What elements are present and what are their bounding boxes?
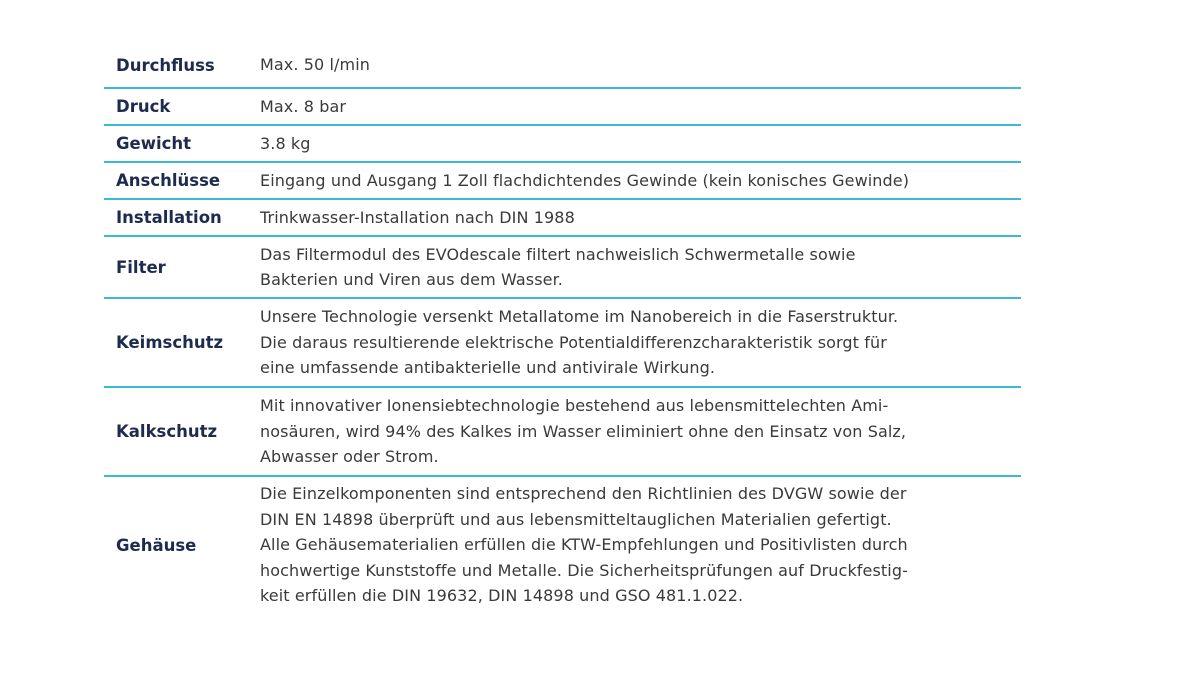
spec-label: Durchfluss — [116, 55, 215, 75]
spec-label: Gewicht — [116, 134, 192, 153]
spec-value-line: 3.8 kg — [260, 133, 311, 153]
spec-label: Anschlüsse — [116, 171, 221, 190]
spec-label: Keimschutz — [116, 333, 224, 352]
spec-value — [260, 242, 1021, 293]
spec-row-druck — [104, 89, 1021, 126]
spec-value-line: hochwertige Kunststoffe und Metalle. Die Sicherheitsprüfungen auf Druckfestig- — [260, 560, 908, 580]
spec-row-kalkschutz — [104, 388, 1021, 477]
spec-value-line: Die Einzelkomponenten sind entsprechend den Richtlinien des DVGW sowie der — [260, 484, 907, 504]
spec-value-line: Mit innovativer Ionensiebtechnologie bestehend aus lebensmittelechten Ami- — [260, 396, 889, 416]
spec-row-installation — [104, 200, 1021, 237]
spec-label: Kalkschutz — [116, 422, 218, 441]
spec-value — [260, 304, 1021, 381]
spec-value-line: Eingang und Ausgang 1 Zoll flachdichtendes Gewinde (kein konisches Gewinde) — [260, 170, 910, 190]
spec-value — [260, 168, 1021, 194]
spec-value-line: nosäuren, wird 94% des Kalkes im Wasser eliminiert ohne den Einsatz von Salz, — [260, 421, 907, 441]
spec-value — [260, 393, 1021, 470]
spec-value-line: keit erfüllen die DIN 19632, DIN 14898 und GSO 481.1.022. — [260, 586, 744, 606]
spec-value-line: Alle Gehäusematerialien erfüllen die KTW-Empfehlungen und Positivlisten durch — [260, 535, 908, 555]
spec-value-line: Die daraus resultierende elektrische Potentialdifferenzcharakteristik sorgt für — [260, 332, 887, 352]
spec-table — [104, 43, 1021, 613]
spec-row-durchfluss — [104, 43, 1021, 89]
spec-value — [260, 205, 1021, 231]
spec-value-line: Max. 50 l/min — [260, 55, 371, 75]
spec-row-gehaeuse — [104, 477, 1021, 613]
spec-row-filter — [104, 237, 1021, 299]
spec-value — [260, 481, 1021, 609]
spec-row-gewicht — [104, 126, 1021, 163]
spec-label: Gehäuse — [116, 535, 197, 555]
spec-value — [260, 52, 1021, 78]
spec-value — [260, 131, 1021, 157]
spec-value-line: eine umfassende antibakterielle und antivirale Wirkung. — [260, 358, 716, 378]
spec-value — [260, 94, 1021, 120]
spec-row-anschluesse — [104, 163, 1021, 200]
spec-value-line: Max. 8 bar — [260, 96, 347, 116]
spec-label: Installation — [116, 208, 222, 227]
spec-value-line: DIN EN 14898 überprüft und aus lebensmitteltauglichen Materialien gefertigt. — [260, 509, 892, 529]
spec-label: Filter — [116, 257, 166, 277]
spec-value-line: Bakterien und Viren aus dem Wasser. — [260, 270, 563, 289]
spec-label: Druck — [116, 97, 171, 116]
spec-value-line: Unsere Technologie versenkt Metallatome im Nanobereich in die Faserstruktur. — [260, 307, 899, 327]
spec-row-keimschutz — [104, 299, 1021, 388]
spec-value-line: Abwasser oder Strom. — [260, 447, 439, 467]
spec-value-line: Trinkwasser-Installation nach DIN 1988 — [260, 207, 575, 227]
spec-value-line: Das Filtermodul des EVOdescale filtert nachweislich Schwermetalle sowie — [260, 244, 856, 264]
